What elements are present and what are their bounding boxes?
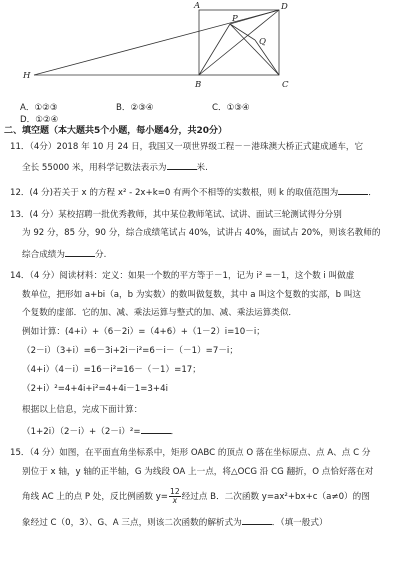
q13-line3: 综合成绩为 分. bbox=[22, 247, 414, 261]
option-c: C．①③④ bbox=[212, 103, 250, 113]
q15-line1: 15．（4 分）如图，在平面直角坐标系中，矩形 OABC 的顶点 O 落在坐标原点、点 A、点 C 分 bbox=[10, 448, 371, 458]
answer-options bbox=[20, 101, 400, 125]
q13-line2: 为 92 分，85 分，90 分，综合成绩笔试占 40%，试讲占 40%，面试占 20%，则该名教师的 bbox=[22, 228, 381, 238]
q14-example1: 例如计算：(4+i）+（6－2i）=（4+6）+（1－2）i=10－i； bbox=[22, 327, 265, 337]
option-d: D．①②④ bbox=[20, 115, 59, 125]
label-p: P bbox=[232, 14, 238, 24]
option-a: A．①②③ bbox=[20, 103, 58, 113]
label-h: H bbox=[23, 71, 31, 81]
q14-example2: （2－i）（3+i）=6－3i+2i－i²=6－i－（－1）=7－i； bbox=[22, 346, 238, 356]
fraction-12-over-x: $\frac{12}{x}$ bbox=[169, 487, 180, 505]
q15-line3: 角线 AC 上的点 P 处，反比例函数 y= $\frac{12}{x}$ 经过点 B．二次函数 y=ax²+bx+c（a≠0）的图 bbox=[22, 487, 370, 505]
label-b: B bbox=[195, 80, 202, 90]
q14-line1: 14．（4 分）阅读材料：定义：如果一个数的平方等于－1，记为 i² =－1，这个数 i 叫做虚 bbox=[10, 271, 355, 281]
line-hd bbox=[34, 10, 279, 75]
answer-blank[interactable] bbox=[167, 160, 197, 170]
q13-line1: 13．(4 分）某校招聘一批优秀教师，其中某位教师笔试、试讲、面试三轮测试得分分别 bbox=[10, 210, 342, 220]
q15-line4: 象经过 C（0，3）、G、A 三点，则该二次函数的解析式为 ．（填一般式） bbox=[22, 515, 414, 529]
q14-line2: 数单位，把形如 a+bi（a，b 为实数）的数叫做复数，其中 a 叫这个复数的实部，b 叫这 bbox=[22, 290, 362, 300]
q14-example4: （2+i）²=4+4i+i²=4+4i－1=3+4i bbox=[22, 384, 168, 394]
label-a: A bbox=[194, 1, 201, 11]
answer-blank[interactable] bbox=[141, 424, 171, 434]
label-c: C bbox=[282, 80, 289, 90]
q11-line2: 全长 55000 米，用科学记数法表示为 米. bbox=[22, 160, 414, 174]
q14-line3: 个复数的虚部．它的加、减、乘法运算与整式的加、减、乘法运算类似． bbox=[22, 308, 298, 318]
section-title: 二、填空题（本大题共5个小题，每小题4分，共20分） bbox=[4, 126, 228, 136]
option-b: B．②③④ bbox=[116, 103, 154, 113]
q14-example3: （4+i）（4－i）=16－i²=16－（－1）=17； bbox=[22, 365, 201, 375]
geometry-figure bbox=[0, 0, 414, 92]
q15-line2: 别位于 x 轴，y 轴的正半轴，G 为线段 OA 上一点，将△OCG 沿 CG 翻折，O 点恰好落在对 bbox=[22, 467, 374, 477]
answer-blank[interactable] bbox=[65, 247, 95, 257]
answer-blank[interactable] bbox=[242, 515, 272, 525]
label-d: D bbox=[281, 2, 288, 12]
q12-line: 12．(4 分)若关于 x 的方程 x² - 2x+k=0 有两个不相等的实数根，则 k 的取值范围为 ． bbox=[10, 185, 408, 199]
q14-question: （1+2i）（2－i）+（2－i）²= ． bbox=[22, 424, 414, 438]
diagonal-bd bbox=[199, 10, 279, 75]
answer-blank[interactable] bbox=[338, 185, 368, 195]
q11-line1: 11．（4分）2018 年 10 月 24 日，我国又一项世界级工程－－港珠澳大桥正式建成通车，它 bbox=[10, 142, 364, 152]
q14-instruction: 根据以上信息，完成下面计算： bbox=[22, 405, 143, 415]
label-q: Q bbox=[259, 37, 266, 47]
